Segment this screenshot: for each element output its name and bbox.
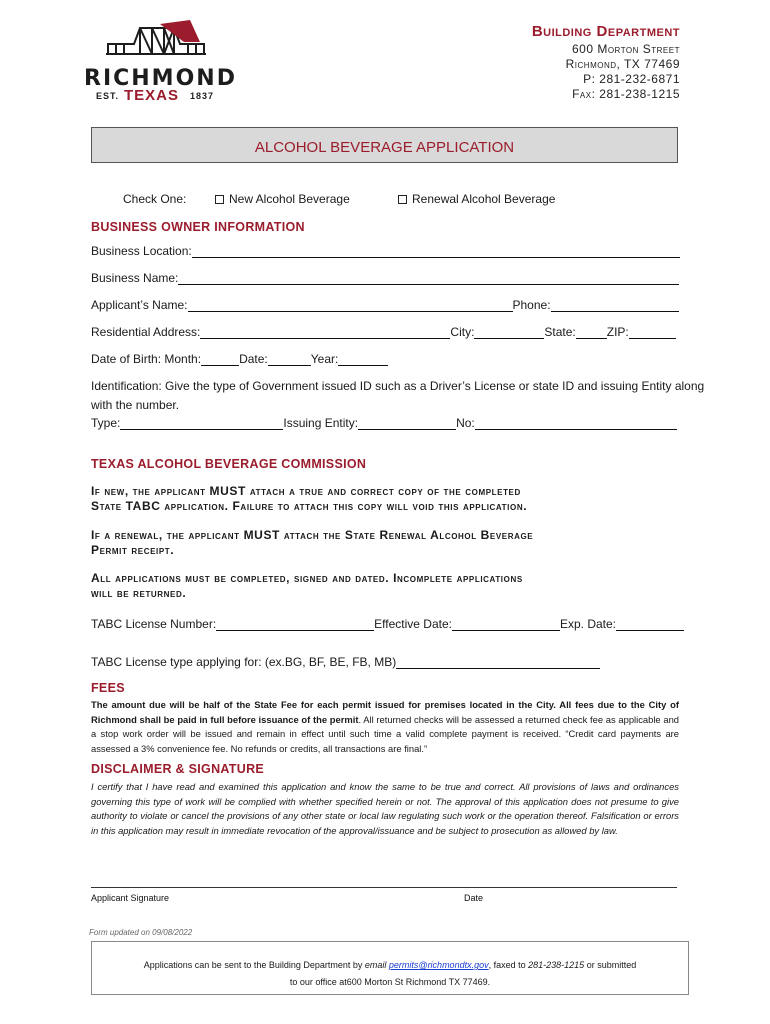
tabc-p2-line2: Permit receipt. [91, 543, 175, 557]
checkbox-new-label: New Alcohol Beverage [229, 192, 350, 206]
city-field[interactable] [474, 327, 544, 339]
checkbox-icon[interactable] [398, 195, 407, 204]
logo-wordmark: RICHMOND [84, 66, 237, 91]
fees-bold-text: The amount due will be half of the State Fee for each permit issued for premises located in the City. All fees due to the City of Richmond shall be paid in full before issuance of the permit [91, 699, 679, 725]
residential-address-label: Residential Address: [91, 325, 201, 339]
tabc-p1-line1: If new, the applicant MUST attach a true and correct copy of the completed [91, 484, 521, 498]
logo-est: EST. [96, 91, 120, 101]
footer-line1-a: Applications can be sent to the Building Department by [143, 960, 365, 970]
business-name-field[interactable] [178, 273, 679, 285]
id-type-field[interactable] [120, 418, 283, 430]
identification-line2: with the number. [91, 398, 180, 412]
state-label: State: [544, 325, 576, 339]
business-name-row [91, 271, 679, 285]
dob-year-field[interactable] [338, 354, 388, 366]
zip-label: ZIP: [606, 325, 629, 339]
fees-rest-text: . All returned checks will be assessed a returned check fee as applicable and a stop work order will be issued and remain in effect until such time a valid complete payment is received. “Credit card payments are assessed a 3% convenience fee. No refunds or credits, all transactions are final.” [91, 713, 679, 754]
checkbox-new[interactable] [215, 192, 350, 206]
address-city: Richmond, TX 77469 [565, 57, 680, 71]
footer-line1 [91, 960, 689, 970]
id-row [91, 416, 677, 430]
fees-text [91, 698, 679, 756]
bridge-logo-icon [104, 14, 208, 60]
issuing-entity-label: Issuing Entity: [283, 416, 359, 430]
applicant-name-label: Applicant’s Name: [91, 298, 188, 312]
logo-texas: TEXAS [124, 87, 180, 104]
state-field[interactable] [576, 327, 607, 339]
form-updated: Form updated on 09/08/2022 [89, 928, 193, 937]
checkbox-icon[interactable] [215, 195, 224, 204]
applicant-name-field[interactable] [188, 300, 513, 312]
checkbox-renewal[interactable] [398, 192, 555, 206]
dob-date-label: Date: [239, 352, 268, 366]
effective-date-label: Effective Date: [374, 617, 452, 631]
dob-date-field[interactable] [268, 354, 311, 366]
dob-month-field[interactable] [201, 354, 239, 366]
issuing-entity-field[interactable] [358, 418, 456, 430]
identification-line1: Identification: Give the type of Government issued ID such as a Driver’s License or state ID and issuing Entity along [91, 379, 705, 393]
dob-row [91, 352, 388, 366]
disclaimer-heading: DISCLAIMER & SIGNATURE [91, 762, 265, 776]
tabc-p2-line1: If a renewal, the applicant MUST attach the State Renewal Alcohol Beverage [91, 528, 534, 542]
effective-date-field[interactable] [452, 619, 560, 631]
id-number-field[interactable] [475, 418, 677, 430]
dob-year-label: Year: [310, 352, 339, 366]
applicant-signature-label: Applicant Signature [91, 893, 170, 903]
zip-field[interactable] [629, 327, 676, 339]
disclaimer-text: I certify that I have read and examined this application and know the same to be true and correct. All provisions of laws and ordinances governing this type of work will be complied with whether specified herein or not. The approval of this application does not presume to give authority to violate or cancel the provisions of any other state or local law regulating such work or the operation thereof. Falsification or errors in this application may result in immediate revocation of the approval/issuance and be subject to prosecution as allowed by law. [91, 781, 679, 836]
address-phone: P: 281-232-6871 [583, 72, 680, 86]
license-type-field[interactable] [396, 657, 600, 669]
applicant-row [91, 298, 679, 312]
license-type-row [91, 655, 600, 669]
phone-label: Phone: [512, 298, 551, 312]
tabc-license-row [91, 617, 684, 631]
exp-date-field[interactable] [616, 619, 684, 631]
tabc-p3-line2: will be returned. [91, 586, 187, 600]
check-one-label: Check One: [123, 192, 187, 206]
address-fax: Fax: 281-238-1215 [572, 87, 680, 101]
footer-line2: to our office at600 Morton St Richmond TX 77469. [289, 977, 491, 987]
residential-address-field[interactable] [200, 327, 450, 339]
address-street: 600 Morton Street [571, 42, 680, 56]
id-number-label: No: [456, 416, 475, 430]
footer-line1-c: or submitted [584, 960, 637, 970]
tabc-p3-line1: All applications must be completed, signed and dated. Incomplete applications [91, 571, 523, 585]
business-owner-heading: BUSINESS OWNER INFORMATION [91, 220, 305, 234]
checkbox-renewal-label: Renewal Alcohol Beverage [412, 192, 556, 206]
signature-line[interactable] [91, 887, 677, 888]
residential-row [91, 325, 676, 339]
dob-month-label: Date of Birth: Month: [91, 352, 202, 366]
business-name-label: Business Name: [91, 271, 179, 285]
business-location-row [91, 244, 680, 258]
fees-heading: FEES [91, 681, 125, 695]
footer-line1-b: , faxed to [488, 960, 529, 970]
tabc-p1-line2: State TABC application. Failure to attach this copy will void this application. [91, 499, 528, 513]
license-number-label: TABC License Number: [91, 617, 217, 631]
footer-email-prefix: email [364, 960, 389, 970]
exp-date-label: Exp. Date: [559, 617, 617, 631]
id-type-label: Type: [91, 416, 121, 430]
license-type-label: TABC License type applying for: (ex.BG, BF, BE, FB, MB) [91, 655, 397, 669]
logo-year: 1837 [190, 91, 215, 101]
license-number-field[interactable] [216, 619, 374, 631]
page-title: ALCOHOL BEVERAGE APPLICATION [254, 139, 515, 156]
city-label: City: [450, 325, 475, 339]
footer-fax: 281-238-1215 [528, 960, 585, 970]
business-location-label: Business Location: [91, 244, 192, 258]
department-title: Building Department [531, 23, 680, 40]
business-location-field[interactable] [192, 246, 680, 258]
phone-field[interactable] [551, 300, 679, 312]
tabc-heading: TEXAS ALCOHOL BEVERAGE COMMISSION [91, 457, 367, 471]
email-link[interactable]: permits@richmondtx.gov [388, 960, 489, 970]
signature-date-label: Date [464, 893, 484, 903]
